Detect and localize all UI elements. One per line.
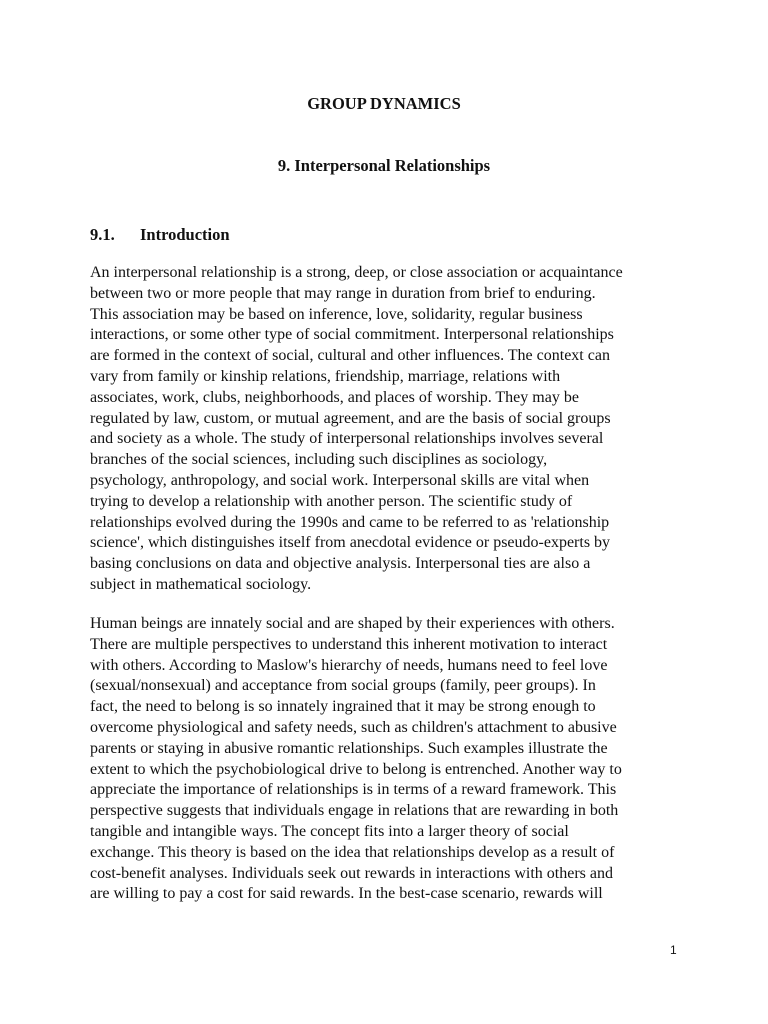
text-line: with others. According to Maslow's hierarchy of needs, humans need to feel love — [90, 656, 608, 674]
text-line: extent to which the psychobiological drive to belong is entrenched. Another way to — [90, 760, 622, 778]
text-line: perspective suggests that individuals engage in relations that are rewarding in both — [90, 802, 619, 820]
text-line: branches of the social sciences, including such disciplines as sociology, — [90, 451, 548, 469]
text-line: tangible and intangible ways. The concept fits into a larger theory of social — [90, 822, 569, 840]
page-number: 1 — [670, 943, 677, 957]
text-line: relationships evolved during the 1990s and came to be referred to as 'relationship — [90, 513, 610, 531]
text-line: interactions, or some other type of social commitment. Interpersonal relationships — [90, 326, 614, 344]
text-line: There are multiple perspectives to understand this inherent motivation to interact — [90, 635, 608, 653]
text-line: are formed in the context of social, cultural and other influences. The context can — [90, 347, 610, 365]
section-title: Introduction — [140, 225, 230, 244]
text-line: are willing to pay a cost for said rewards. In the best-case scenario, rewards will — [90, 885, 603, 903]
text-line: and society as a whole. The study of interpersonal relationships involves several — [90, 430, 604, 448]
section-number: 9.1. — [90, 225, 115, 244]
text-line: basing conclusions on data and objective analysis. Interpersonal ties are also a — [90, 555, 591, 573]
text-line: overcome physiological and safety needs, such as children's attachment to abusive — [90, 718, 617, 736]
text-line: appreciate the importance of relationships is in terms of a reward framework. This — [90, 781, 617, 799]
text-line: psychology, anthropology, and social work. Interpersonal skills are vital when — [90, 471, 590, 489]
paragraph-introduction — [90, 263, 690, 596]
text-line: subject in mathematical sociology. — [90, 575, 312, 593]
text-line: between two or more people that may range in duration from brief to enduring. — [90, 284, 596, 302]
text-line: Human beings are innately social and are shaped by their experiences with others. — [90, 615, 615, 632]
text-line: associates, work, clubs, neighborhoods, and places of worship. They may be — [90, 388, 579, 406]
text-line: cost-benefit analyses. Individuals seek out rewards in interactions with others and — [90, 864, 613, 882]
text-line: (sexual/nonsexual) and acceptance from social groups (family, peer groups). In — [90, 677, 596, 695]
text-line: trying to develop a relationship with another person. The scientific study of — [90, 492, 573, 510]
text-line: parents or staying in abusive romantic relationships. Such examples illustrate the — [90, 739, 608, 757]
section-heading — [90, 225, 230, 245]
text-line: vary from family or kinship relations, friendship, marriage, relations with — [90, 367, 561, 385]
text-line: exchange. This theory is based on the idea that relationships develop as a result of — [90, 843, 615, 861]
text-line: science', which distinguishes itself from anecdotal evidence or pseudo-experts by — [90, 534, 611, 552]
text-line: regulated by law, custom, or mutual agreement, and are the basis of social groups — [90, 409, 611, 427]
text-line: This association may be based on inference, love, solidarity, regular business — [90, 305, 583, 323]
document-title: GROUP DYNAMICS — [307, 94, 461, 113]
text-line: An interpersonal relationship is a strong, deep, or close association or acquaintance — [90, 264, 623, 281]
paragraph-human-beings — [90, 614, 690, 905]
chapter-heading: 9. Interpersonal Relationships — [277, 156, 491, 175]
text-line: fact, the need to belong is so innately ingrained that it may be strong enough to — [90, 698, 596, 716]
